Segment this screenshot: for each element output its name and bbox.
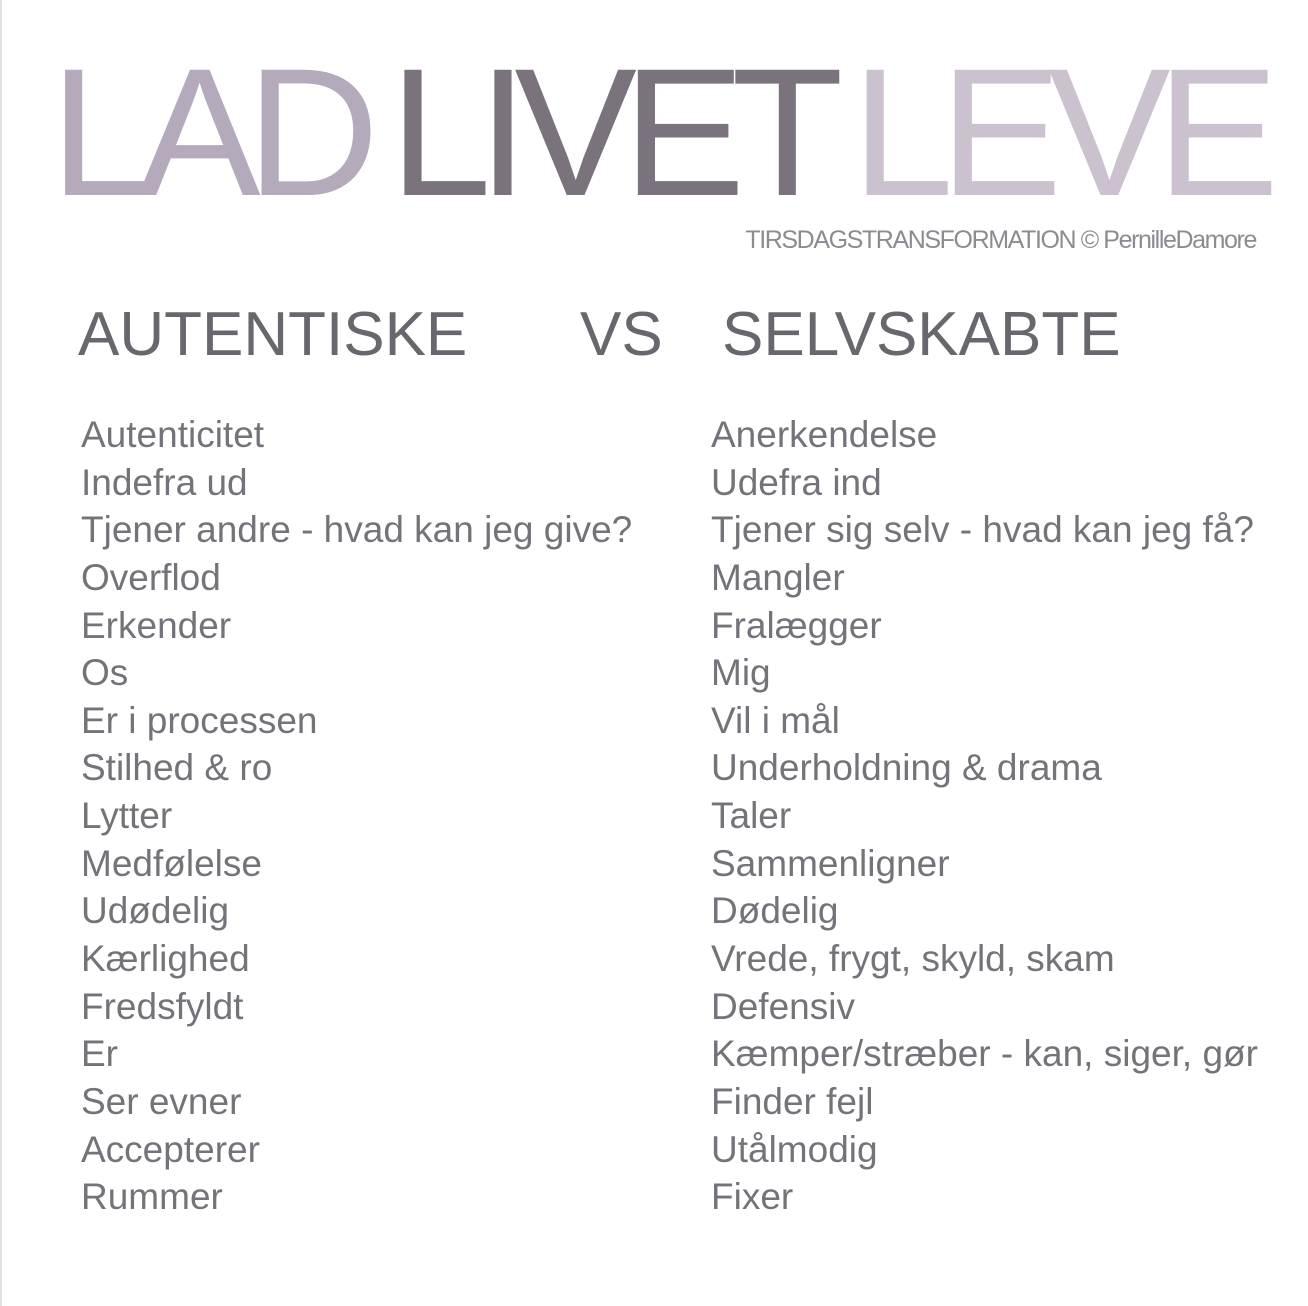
title-word-livet: LIVET — [389, 30, 830, 234]
heading-selfmade: SELVSKABTE — [722, 300, 1121, 369]
list-item: Kæmper/stræber - kan, siger, gør — [711, 1033, 1258, 1075]
list-item: Finder fejl — [711, 1080, 874, 1122]
heading-authentic: AUTENTISKE — [78, 300, 468, 369]
list-item: Tjener sig selv - hvad kan jeg få? — [711, 509, 1254, 551]
list-item: Dødelig — [711, 890, 839, 932]
list-item: Kærlighed — [81, 938, 250, 980]
list-item: Fredsfyldt — [81, 985, 244, 1027]
list-item: Defensiv — [711, 985, 855, 1027]
list-item: Mig — [711, 652, 771, 694]
list-item: Udefra ind — [711, 461, 882, 503]
list-item: Tjener andre - hvad kan jeg give? — [81, 509, 633, 551]
list-item: Fralægger — [711, 604, 882, 646]
heading-versus: VS — [580, 300, 663, 369]
list-item: Underholdning & drama — [711, 747, 1102, 789]
credit-line: TIRSDAGSTRANSFORMATION © PernilleDamore — [745, 226, 1256, 254]
list-item: Utålmodig — [711, 1128, 878, 1170]
list-item: Rummer — [81, 1176, 223, 1218]
title-word-leve: LEVE — [851, 30, 1265, 234]
authentic-list — [81, 411, 632, 1221]
list-item: Medfølelse — [81, 842, 262, 884]
selfmade-list — [711, 411, 1258, 1221]
list-item: Fixer — [711, 1176, 794, 1218]
list-item: Er i processen — [81, 699, 318, 741]
list-item: Vrede, frygt, skyld, skam — [711, 938, 1115, 980]
list-item: Erkender — [81, 604, 232, 646]
title-word-lad: LAD — [50, 30, 366, 234]
list-item: Taler — [711, 795, 792, 837]
list-item: Ser evner — [81, 1080, 242, 1122]
list-item: Sammenligner — [711, 842, 950, 884]
list-item: Overflod — [81, 556, 221, 598]
list-item: Lytter — [81, 795, 173, 837]
list-item: Stilhed & ro — [81, 747, 273, 789]
list-item: Os — [81, 652, 129, 694]
list-item: Accepterer — [81, 1128, 260, 1170]
list-item: Udødelig — [81, 890, 230, 932]
list-item: Er — [81, 1033, 118, 1075]
list-item: Mangler — [711, 556, 845, 598]
list-item: Autenticitet — [81, 414, 265, 455]
list-item: Vil i mål — [711, 699, 840, 741]
page-left-rule — [0, 0, 2, 1306]
list-item: Indefra ud — [81, 461, 248, 503]
list-item: Anerkendelse — [711, 414, 938, 455]
brand-title — [50, 30, 1277, 234]
